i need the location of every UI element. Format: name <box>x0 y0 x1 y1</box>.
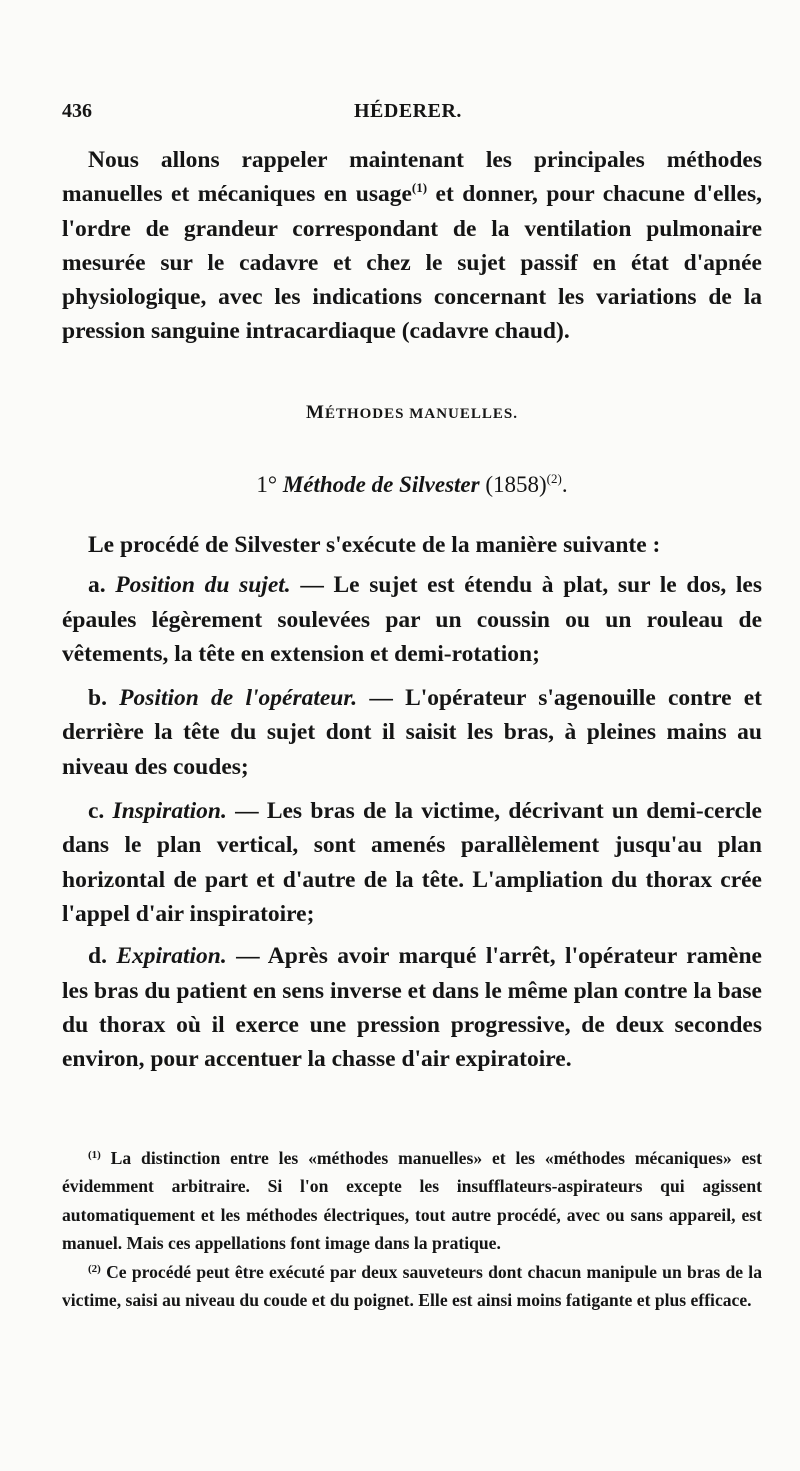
section-heading-rest: ÉTHODES MANUELLES. <box>324 406 518 422</box>
step-title: Expiration. <box>116 943 227 970</box>
step-text: — L'opérateur s'agenouille contre et derrière la tête du sujet dont il saisit les bras, à pleines mains au niveau des coudes; <box>62 685 762 780</box>
step-c <box>62 794 762 931</box>
section-heading <box>62 402 762 424</box>
footnote-text: Ce procédé peut être exécuté par deux sauveteurs dont chacun manipule un bras de la victime, saisi au niveau du coude et du poignet. Elle est ainsi moins fatigante et plus efficace. <box>62 1261 762 1311</box>
intro-text-b: et donner, pour chacune d'elles, l'ordre de grandeur correspondant de la ventilation pulmonaire mesurée sur le cadavre et chez le sujet passif en état d'apnée physiologique, avec les indications concernant les variations de la pression sanguine intracardiaque (cadavre chaud). <box>62 181 762 345</box>
footnote-ref-1[interactable]: (1) <box>411 180 428 196</box>
footnote-text: La distinction entre les «méthodes manuelles» et les «méthodes mécaniques» est évidemment arbitraire. Si l'on excepte les insufflateurs-aspirateurs qui agissent automatiquement et les méthodes électriques, tout autre procédé, avec ou sans appareil, est manuel. Mais ces appellations font image dans la pratique. <box>62 1148 762 1254</box>
footnote-2 <box>62 1258 762 1315</box>
procedure-body <box>62 528 762 1076</box>
footnote-mark: (1) <box>88 1149 101 1161</box>
step-title: Position de l'opérateur. <box>119 685 358 712</box>
step-b <box>62 681 762 784</box>
step-a <box>62 568 762 671</box>
step-d <box>62 939 762 1076</box>
intro-text-a: Nous allons rappeler maintenant les principales méthodes manuelles et mécaniques en usage <box>62 147 762 208</box>
footnote-ref-2[interactable]: (2) <box>546 471 562 486</box>
subsection-title: Méthode de Silvester <box>282 472 480 497</box>
subsection-end: . <box>561 472 568 497</box>
footnotes <box>62 1144 762 1314</box>
step-title: Inspiration. <box>112 798 227 825</box>
step-letter: c. <box>88 798 113 825</box>
procedure-lead: Le procédé de Silvester s'exécute de la manière suivante : <box>88 532 661 558</box>
intro-paragraph <box>62 143 762 349</box>
step-letter: b. <box>88 685 120 712</box>
footnote-mark: (2) <box>88 1262 101 1275</box>
page-number: 436 <box>62 100 92 122</box>
step-letter: d. <box>88 943 117 970</box>
step-letter: a. <box>88 572 116 599</box>
section-heading-cap: M <box>306 402 325 423</box>
subsection-heading <box>62 472 762 498</box>
running-title: HÉDERER. <box>354 100 462 122</box>
step-text: — Le sujet est étendu à plat, sur le dos, les épaules légèrement soulevées par un coussin ou un rouleau de vêtements, la tête en extension et demi-rotation; <box>62 572 762 667</box>
footnote-1 <box>62 1144 762 1258</box>
step-text: — Après avoir marqué l'arrêt, l'opérateur ramène les bras du patient en sens inverse et dans le même plan contre la base du thorax où il exerce une pression progressive, de deux secondes environ, pour accentuer la chasse d'air expiratoire. <box>62 943 762 1073</box>
subsection-number: 1° <box>256 472 278 497</box>
subsection-year: (1858) <box>479 472 547 497</box>
step-text: — Les bras de la victime, décrivant un demi-cercle dans le plan vertical, sont amenés parallèlement jusqu'au plan horizontal de part et d'autre de la tête. L'ampliation du thorax crée l'appel d'air inspiratoire; <box>62 798 762 927</box>
step-title: Position du sujet. <box>115 572 291 599</box>
